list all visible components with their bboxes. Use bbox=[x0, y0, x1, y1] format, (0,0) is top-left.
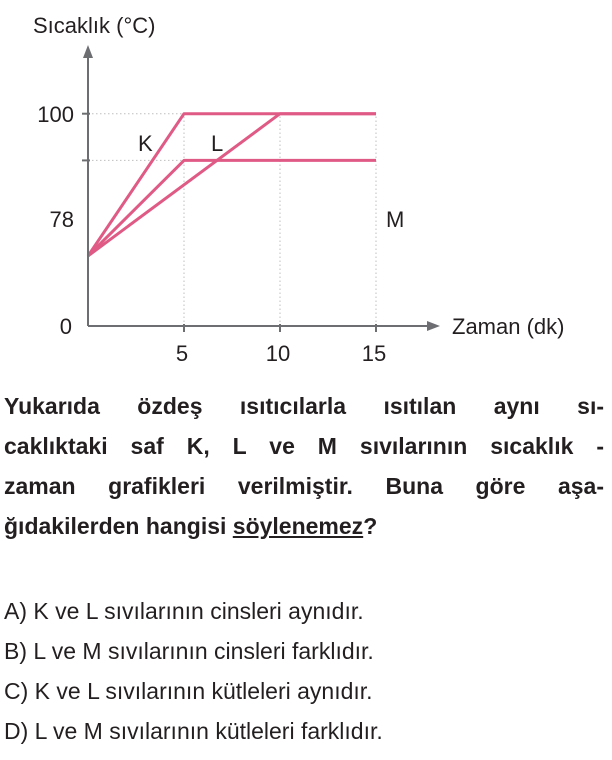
series-label-l: L bbox=[211, 131, 224, 156]
series-label-m: M bbox=[386, 207, 405, 232]
series-lines bbox=[88, 114, 376, 256]
x-tick-label-15: 15 bbox=[361, 341, 387, 366]
option-d[interactable]: D) L ve M sıvılarının kütleleri farklıdır. bbox=[4, 718, 383, 744]
series-line-m bbox=[88, 160, 376, 256]
option-a[interactable]: A) K ve L sıvılarının cinsleri aynıdır. bbox=[4, 598, 364, 624]
x-axis-label: Zaman (dk) bbox=[452, 314, 565, 339]
option-b[interactable]: B) L ve M sıvılarının cinsleri farklıdır. bbox=[4, 638, 374, 664]
x-axis-arrow bbox=[427, 321, 440, 331]
y-axis-label: Sıcaklık (°C) bbox=[33, 13, 156, 38]
question-line-4-start: ğıdakilerden hangisi bbox=[4, 513, 233, 539]
axes bbox=[83, 45, 440, 331]
question-line-1: Yukarıda özdeş ısıtıcılarla ısıtılan aynı sı- bbox=[4, 393, 604, 419]
grid bbox=[82, 114, 376, 332]
x-tick-label-5: 5 bbox=[175, 341, 189, 366]
option-c[interactable]: C) K ve L sıvılarının kütleleri aynıdır. bbox=[4, 678, 373, 704]
answer-options bbox=[4, 591, 383, 751]
y-tick-label-0: 0 bbox=[59, 314, 72, 339]
y-tick-label-78: 78 bbox=[49, 207, 74, 232]
series-line-l bbox=[88, 114, 376, 256]
series-line-k bbox=[88, 114, 376, 256]
question-line-4 bbox=[4, 506, 604, 546]
y-axis-arrow bbox=[83, 45, 93, 58]
question-line-3: zaman grafikleri verilmiştir. Buna göre aşa- bbox=[4, 473, 604, 499]
question-line-2: caklıktaki saf K, L ve M sıvılarının sıcaklık - bbox=[4, 433, 604, 459]
x-tick-label-10: 10 bbox=[265, 341, 291, 366]
question-emphasis: söylenemez bbox=[232, 513, 364, 539]
series-label-k: K bbox=[138, 131, 153, 156]
question-mark: ? bbox=[363, 513, 378, 539]
question-text bbox=[4, 386, 604, 546]
y-tick-label-100: 100 bbox=[37, 102, 74, 127]
